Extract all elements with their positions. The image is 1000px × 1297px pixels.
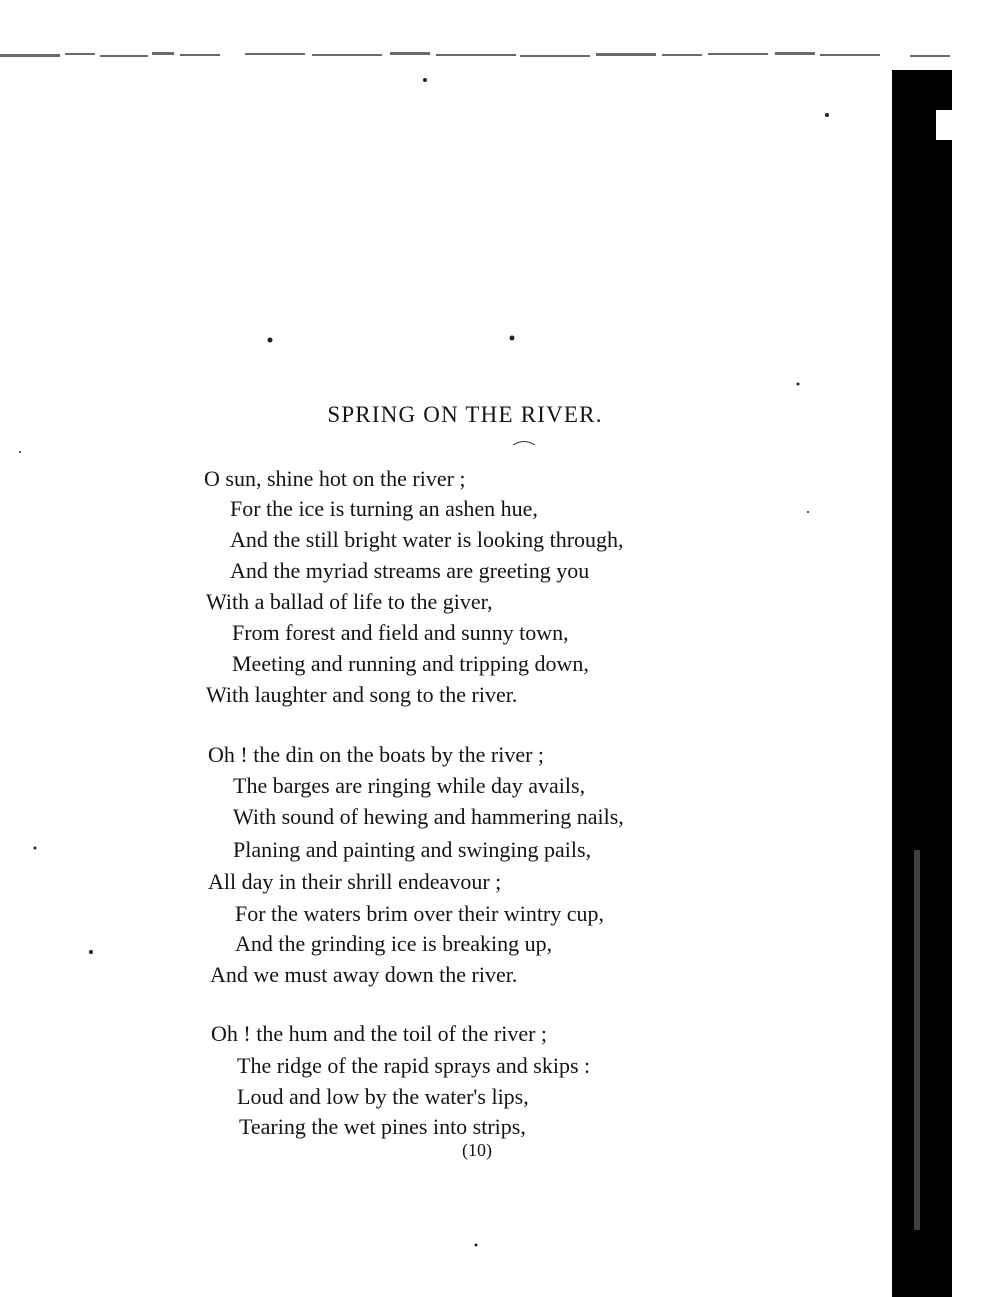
poem-line: For the ice is turning an ashen hue, [230,496,538,521]
poem-title: SPRING ON THE RIVER. [327,402,603,427]
poem-line: Planing and painting and swinging pails, [233,837,592,862]
poem-line: Oh ! the din on the boats by the river ; [208,742,545,767]
poem-line: Loud and low by the water's lips, [237,1084,529,1109]
poem-line: With laughter and song to the river. [206,682,518,707]
poem-line: O sun, shine hot on the river ; [204,466,466,491]
poem-line: The barges are ringing while day avails, [233,773,586,798]
poem-line: With sound of hewing and hammering nails, [233,804,624,829]
title-ornament [512,438,536,446]
poem-line: All day in their shrill endeavour ; [208,869,502,894]
poem-line: And the still bright water is looking through, [230,527,624,552]
poem-line: Oh ! the hum and the toil of the river ; [211,1021,548,1046]
page-number: (10) [462,1140,492,1160]
poem-line: And the myriad streams are greeting you [230,558,590,583]
poem-line: And the grinding ice is breaking up, [235,931,553,956]
poem-line: And we must away down the river. [210,962,518,987]
poem-line: With a ballad of life to the giver, [206,589,493,614]
poem-line: Tearing the wet pines into strips, [239,1114,526,1139]
poem-line: From forest and field and sunny town, [232,620,569,645]
poem-line: The ridge of the rapid sprays and skips : [237,1053,591,1078]
poem-line: For the waters brim over their wintry cup, [235,901,605,926]
poem-line: Meeting and running and tripping down, [232,651,589,676]
